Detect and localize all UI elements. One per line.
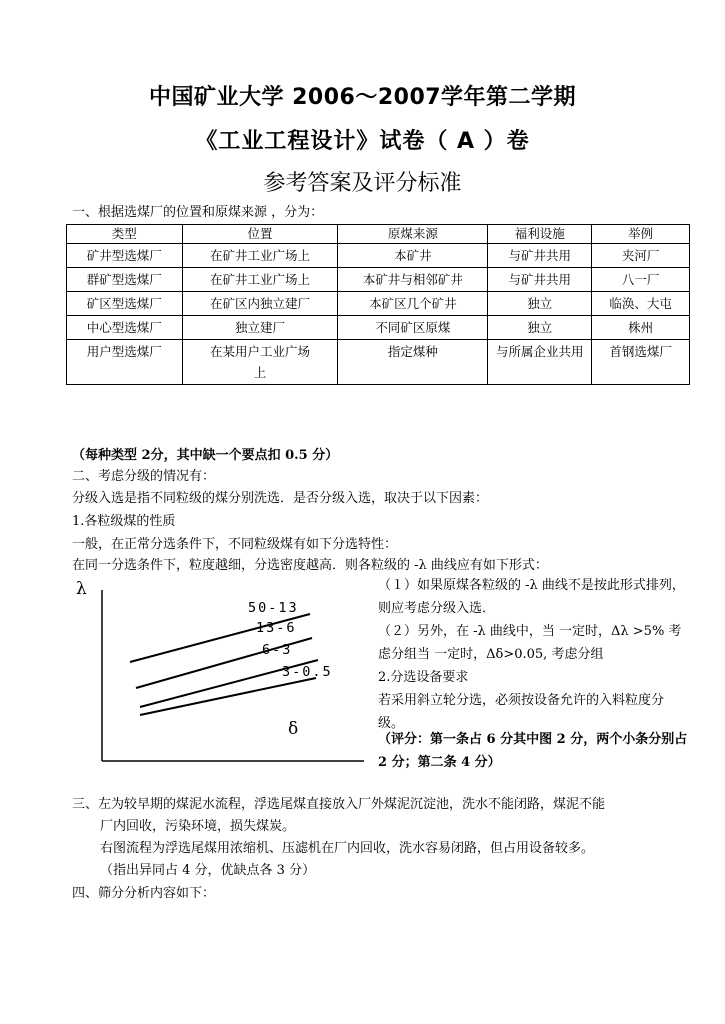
q2-right-paragraph: （１）如果原煤各粒级的 -λ 曲线不是按此形式排列，则应考虑分级入选． xyxy=(378,578,685,616)
column-header: 原煤来源 xyxy=(338,225,488,244)
table-cell: 矿井型选煤厂 xyxy=(67,244,183,268)
q1-heading: 一、根据选煤厂的位置和原煤来源 ，分为： xyxy=(72,205,324,220)
curve-label: 13-6 xyxy=(256,620,297,636)
table-row xyxy=(67,340,690,385)
table-cell: 用户型选煤厂 xyxy=(67,340,183,385)
table-cell: 与矿井共用 xyxy=(488,244,592,268)
q3-text: 厂内回收，污染环境，损失煤炭。 xyxy=(100,819,296,834)
column-header: 类型 xyxy=(67,225,183,244)
q2-right-paragraph: 2.分选设备要求 xyxy=(378,670,469,685)
q2-scoring: （评分：第一条占 6 分其中图 2 分，两个小条分别占 2 分；第二条 4 分） xyxy=(378,732,688,770)
q2-heading: 二、考虑分级的情况有： xyxy=(72,469,216,484)
table-cell: 首钢选煤厂 xyxy=(592,340,690,385)
q4-heading: 四、筛分分析内容如下： xyxy=(72,886,216,901)
table-cell: 与所属企业共用 xyxy=(488,340,592,385)
answer-key-title: 参考答案及评分标准 xyxy=(263,171,462,196)
table-cell: 在某用户工业广场上 xyxy=(182,340,338,385)
table-cell: 在矿区内独立建厂 xyxy=(182,292,338,316)
table-cell: 夹河厂 xyxy=(592,244,690,268)
exam-title: 中国矿业大学 2006～2007学年第二学期 xyxy=(148,85,577,110)
column-header: 福利设施 xyxy=(488,225,592,244)
y-axis-label: λ xyxy=(76,579,87,599)
column-header: 举例 xyxy=(592,225,690,244)
table-cell: 本矿井 xyxy=(338,244,488,268)
table-cell: 不同矿区原煤 xyxy=(338,316,488,340)
q2-text: 分级入选是指不同粒级的煤分别洗选．是否分级入选，取决于以下因素： xyxy=(72,491,489,506)
q2-text: 在同一分选条件下，粒度越细，分选密度越高．则各粒级的 -λ 曲线应有如下形式： xyxy=(72,558,548,573)
table-cell: 矿区型选煤厂 xyxy=(67,292,183,316)
table-cell: 株州 xyxy=(592,316,690,340)
q1-scoring: （每种类型 2分，其中缺一个要点扣 0.5 分） xyxy=(72,448,339,463)
q2-text: 1.各粒级煤的性质 xyxy=(72,514,176,529)
q3-scoring: （指出异同占 4 分，优缺点各 3 分） xyxy=(100,863,316,878)
table-cell: 独立 xyxy=(488,292,592,316)
exam-subtitle: 《工业工程设计》试卷（ A ）卷 xyxy=(195,129,530,154)
q2-text: 一般，在正常分选条件下，不同粒级煤有如下分选特性： xyxy=(72,537,398,552)
table-row xyxy=(67,292,690,316)
table-row xyxy=(67,316,690,340)
table-row xyxy=(67,244,690,268)
curve-label: 50-13 xyxy=(248,600,299,616)
x-axis-label: δ xyxy=(288,719,299,739)
table-cell: 中心型选煤厂 xyxy=(67,316,183,340)
q3-text: 三、左为较早期的煤泥水流程，浮选尾煤直接放入厂外煤泥沉淀池，洗水不能闭路，煤泥不能 xyxy=(72,797,606,812)
plant-type-table xyxy=(66,224,690,385)
q2-right-paragraph: （２）另外，在 -λ 曲线中，当 一定时，Δλ >5% 考虑分组当 一定时，Δδ>0.05, 考虑分组 xyxy=(378,624,682,662)
curve-label: 6-3 xyxy=(262,642,293,658)
table-cell: 在矿井工业广场上 xyxy=(182,268,338,292)
table-cell: 临涣、大屯 xyxy=(592,292,690,316)
table-cell: 与矿井共用 xyxy=(488,268,592,292)
table-cell: 在矿井工业广场上 xyxy=(182,244,338,268)
table-cell: 八一厂 xyxy=(592,268,690,292)
curve-label: 3-0.5 xyxy=(282,664,333,680)
table-cell: 本矿区几个矿井 xyxy=(338,292,488,316)
table-cell: 独立建厂 xyxy=(182,316,338,340)
table-cell: 独立 xyxy=(488,316,592,340)
q3-text: 右图流程为浮选尾煤用浓缩机、压滤机在厂内回收，洗水容易闭路，但占用设备较多。 xyxy=(100,841,595,856)
table-cell: 本矿井与相邻矿井 xyxy=(338,268,488,292)
table-cell: 指定煤种 xyxy=(338,340,488,385)
q2-right-paragraph: 若采用斜立轮分选，必须按设备允许的入料粒度分级。 xyxy=(378,693,665,731)
table-header-row xyxy=(67,225,690,244)
table-row xyxy=(67,268,690,292)
size-fraction-curve-diagram xyxy=(74,576,370,772)
table-cell: 群矿型选煤厂 xyxy=(67,268,183,292)
column-header: 位置 xyxy=(182,225,338,244)
